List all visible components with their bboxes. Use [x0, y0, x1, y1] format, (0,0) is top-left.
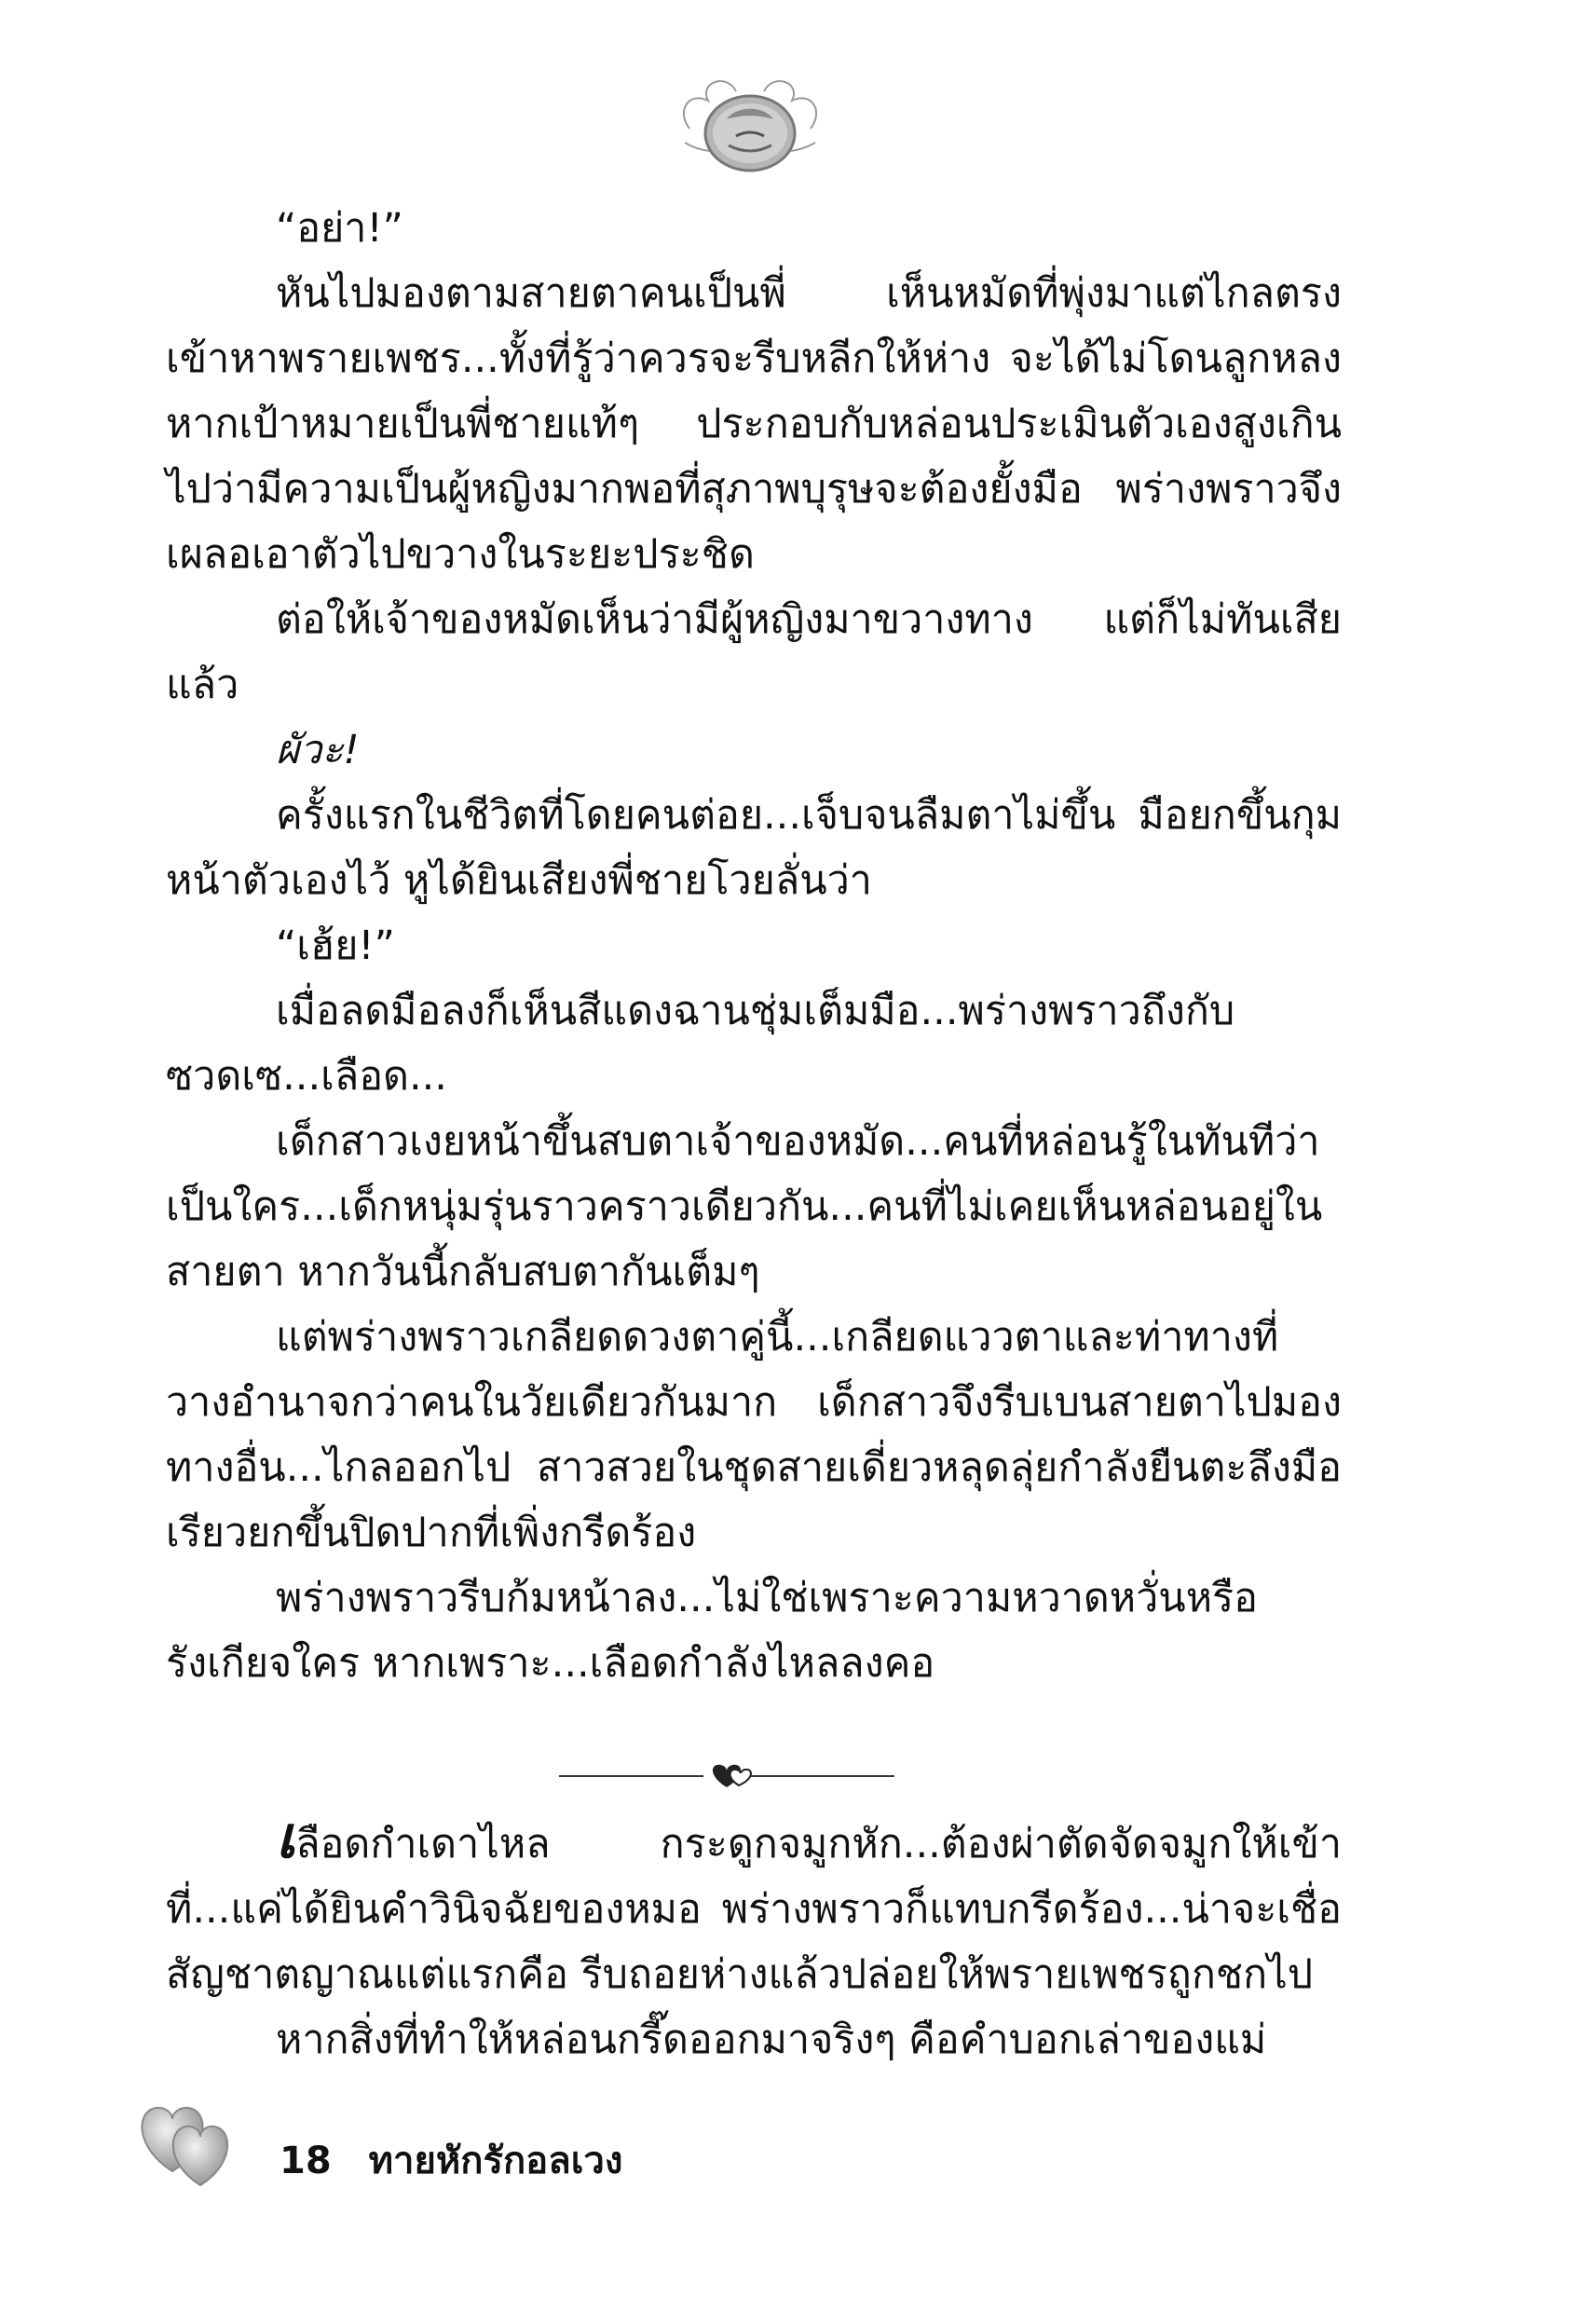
paragraph-11 — [166, 1803, 1342, 2007]
page-footer — [130, 2087, 652, 2199]
chapter-text-section-1 — [166, 196, 1342, 1696]
drop-cap: เ — [276, 1803, 296, 1871]
paragraph-7: เมื่อลดมือลงก็เห็นสีแดงฉานชุ่มเต็มมือ...พร่างพราวถึงกับซวดเซ...เลือด... — [166, 988, 1235, 1100]
paragraph-10: พร่างพราวรีบก้มหน้าลง...ไม่ใช่เพราะความหวาดหวั่นหรือรังเกียจใคร หากเพราะ...เลือดกำลังไหลลงคอ — [166, 1575, 1258, 1687]
paragraph-3: ต่อให้เจ้าของหมัดเห็นว่ามีผู้หญิงมาขวางทาง แต่ก็ไม่ทันเสียแล้ว — [166, 596, 1342, 708]
heart-icon — [713, 1765, 751, 1787]
paragraph-2: หันไปมองตามสายตาคนเป็นพี่ เห็นหมัดที่พุ่งมาแต่ไกลตรงเข้าหาพรายเพชร...ทั้งที่รู้ว่าควรจะรีบหลีกให้ห่าง จะได้ไม่โดนลูกหลง หากเป้าหมายเป็นพี่ชายแท้ๆ ประกอบกับหล่อนประเมินตัวเองสูงเกินไปว่ามีความเป็นผู้หญิงมากพอที่สุภาพบุรุษจะต้องยั้งมือ พร่างพราวจึงเผลอเอาตัวไปขวางในระยะประชิด — [166, 270, 1342, 578]
paragraph-4: ผัวะ! — [276, 727, 360, 773]
ornamental-crest-icon — [671, 54, 829, 185]
heart-divider — [550, 1757, 904, 1795]
paragraph-1: “อย่า!” — [276, 205, 403, 252]
page-number: 18 — [280, 2140, 332, 2182]
paragraph-11-text: ลือดกำเดาไหล กระดูกจมูกหัก...ต้องผ่าตัดจัดจมูกให้เข้าที่...แค่ได้ยินคำวินิจฉัยของหมอ พร่างพราวก็แทบกรีดร้อง...น่าจะเชื่อสัญชาตญาณแต่แรกคือ รีบถอยห่างแล้วปล่อยให้พรายเพชรถูกชกไป — [166, 1821, 1342, 1998]
paragraph-12: หากสิ่งที่ทำให้หล่อนกรี๊ดออกมาจริงๆ คือคำบอกเล่าของแม่ — [276, 2017, 1267, 2063]
double-heart-icon — [130, 2087, 242, 2190]
paragraph-6: “เฮ้ย!” — [276, 923, 395, 969]
paragraph-5: ครั้งแรกในชีวิตที่โดยคนต่อย...เจ็บจนลืมตาไม่ขึ้น มือยกขึ้นกุมหน้าตัวเองไว้ หูได้ยินเสียงพี่ชายโวยลั่นว่า — [166, 792, 1342, 904]
paragraph-8: เด็กสาวเงยหน้าขึ้นสบตาเจ้าของหมัด...คนที่หล่อนรู้ในทันทีว่าเป็นใคร...เด็กหนุ่มรุ่นราวคราวเดียวกัน...คนที่ไม่เคยเห็นหล่อนอยู่ในสายตา หากวันนี้กลับสบตากันเต็มๆ — [166, 1118, 1323, 1295]
book-title: ทายหักรักอลเวง — [368, 2140, 623, 2182]
paragraph-9: แต่พร่างพราวเกลียดดวงตาคู่นี้...เกลียดแววตาและท่าทางที่วางอำนาจกว่าคนในวัยเดียวกันมาก เด็กสาวจึงรีบเบนสายตาไปมองทางอื่น...ไกลออกไป สาวสวยในชุดสายเดี่ยวหลุดลุ่ยกำลังยืนตะลึงมือเรียวยกขึ้นปิดปากที่เพิ่งกรีดร้อง — [166, 1314, 1342, 1556]
chapter-text-section-2 — [166, 1803, 1342, 2072]
